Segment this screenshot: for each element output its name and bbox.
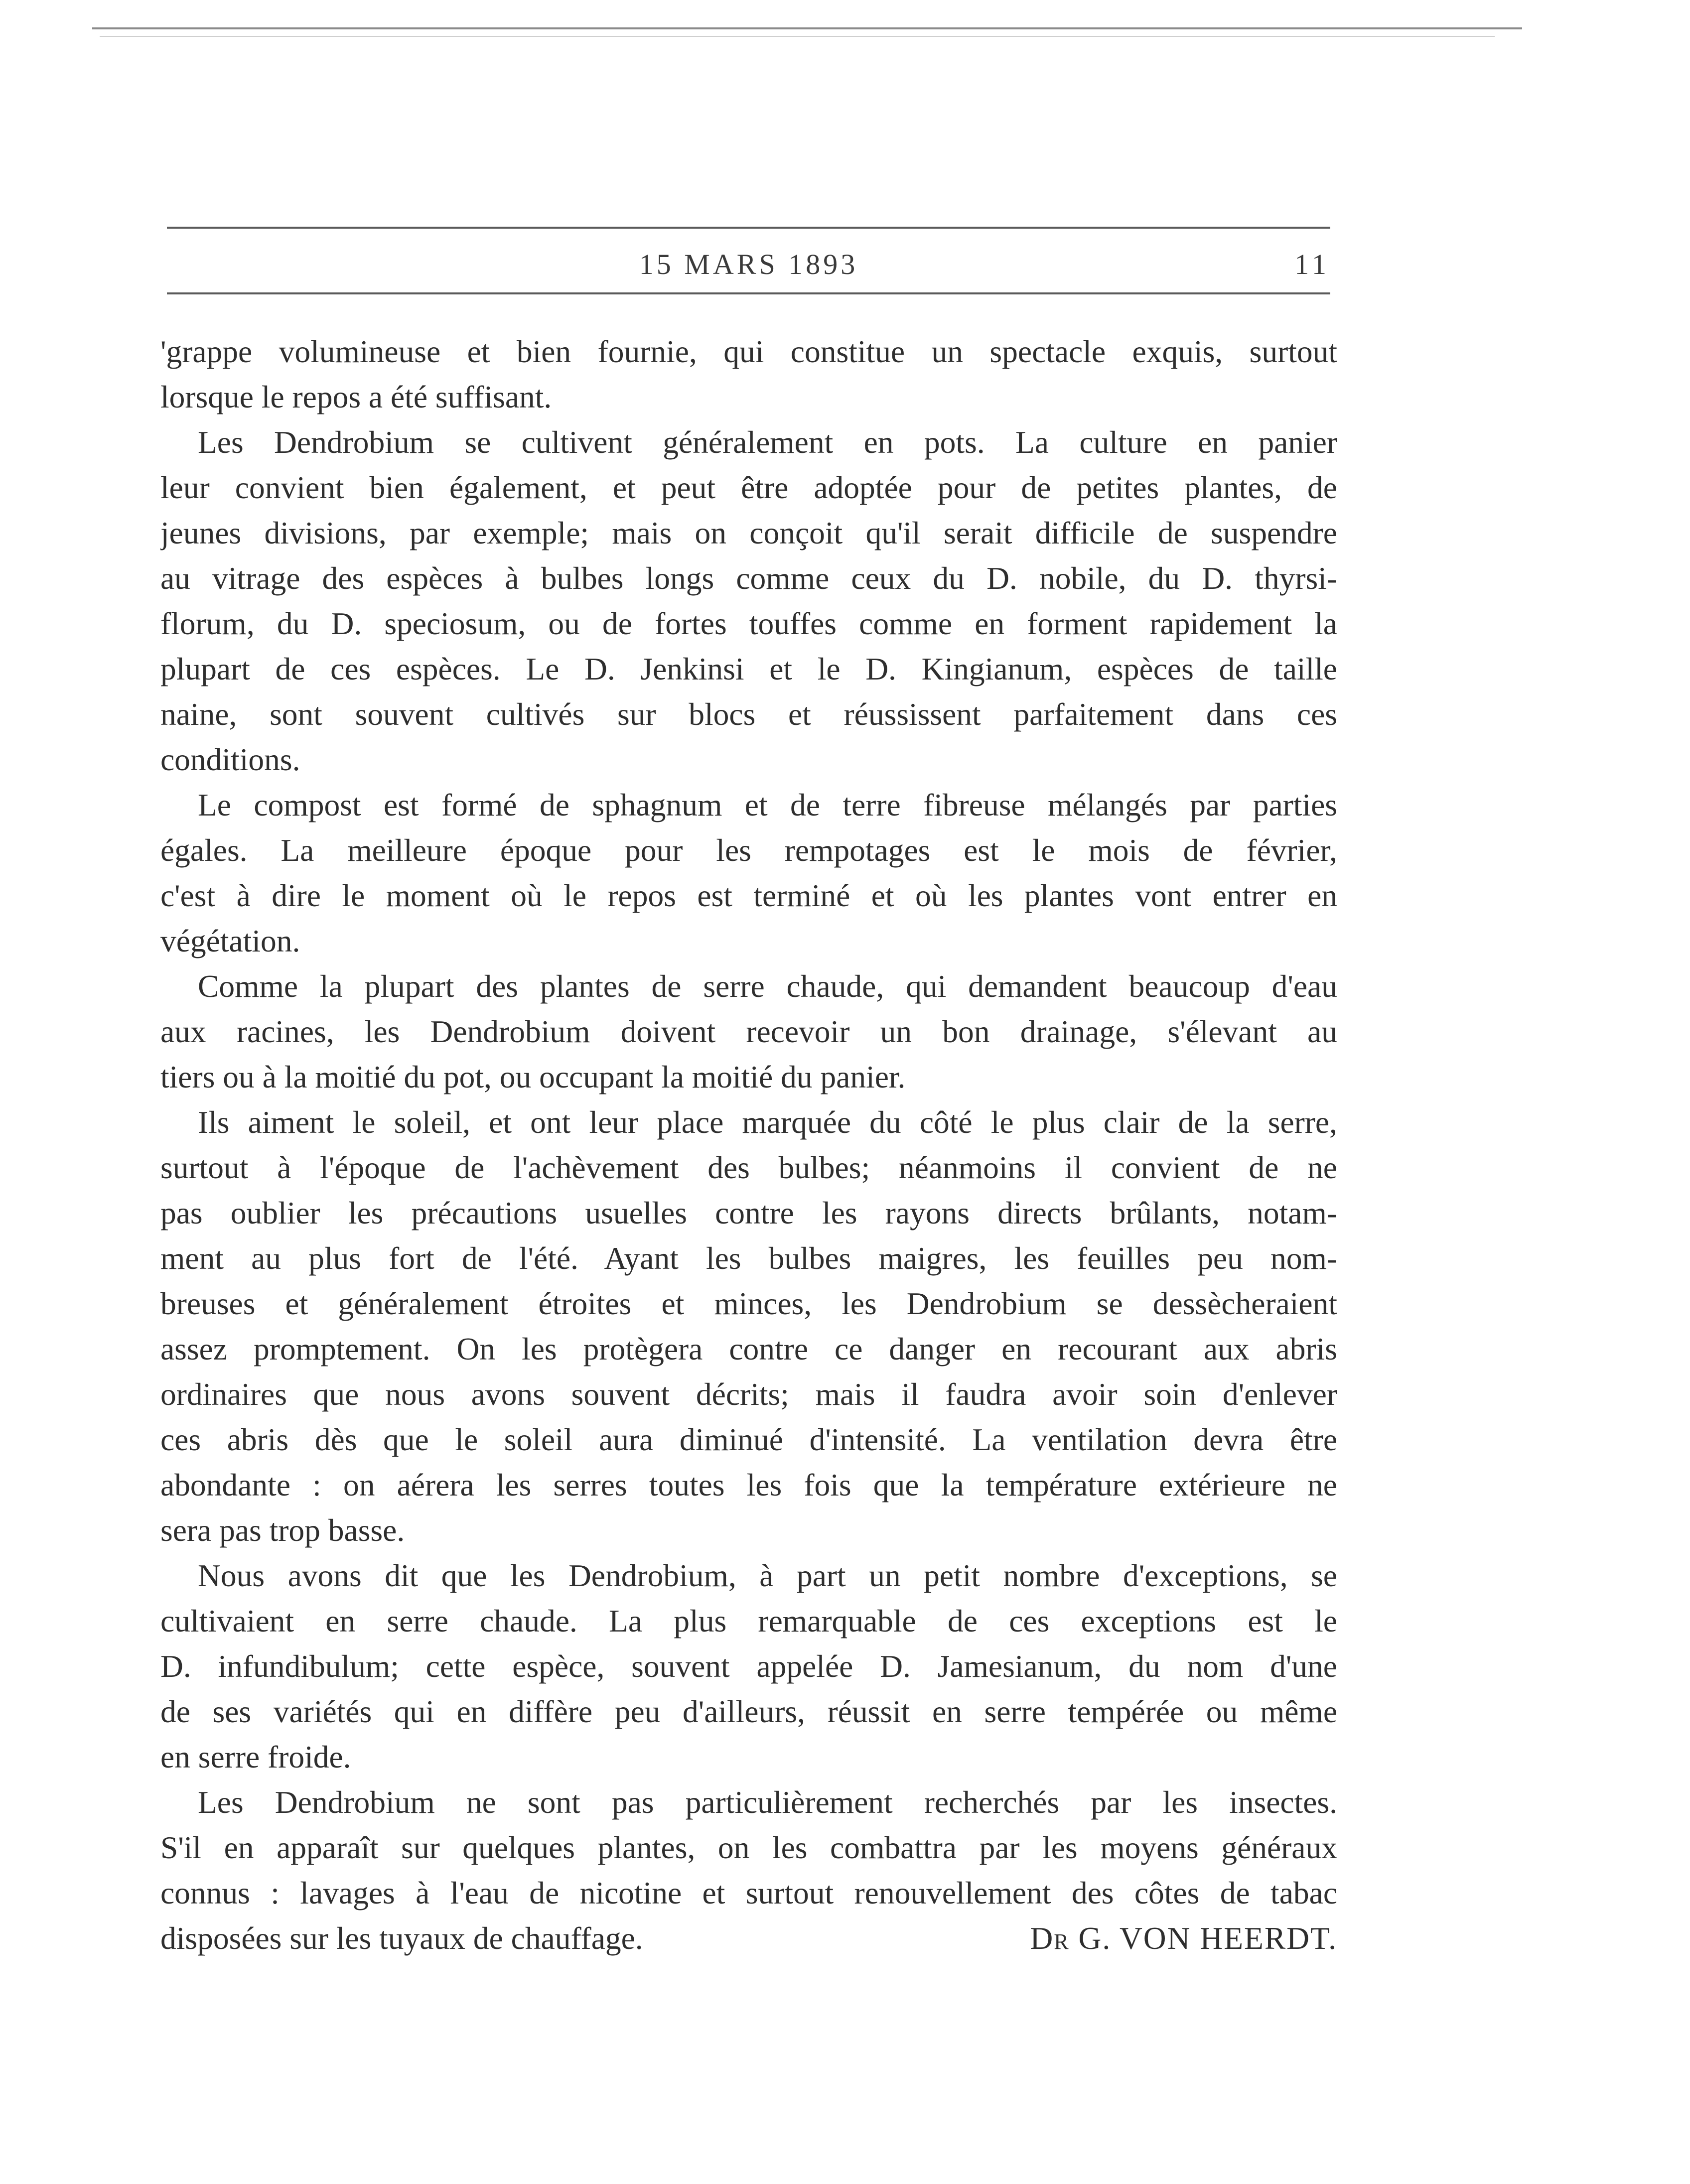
text-line: ces abris dès que le soleil aura diminué d'intensité. La ventilation devra être [160, 1422, 1337, 1457]
text-line: disposées sur les tuyaux de chauffage. [160, 1920, 643, 1956]
text-line: Ils aiment le soleil, et ont leur place marquée du côté le plus clair de la serre, [198, 1104, 1337, 1140]
text-line: Les Dendrobium se cultivent généralement en pots. La culture en panier [198, 424, 1337, 460]
text-line: égales. La meilleure époque pour les rempotages est le mois de février, [160, 832, 1337, 868]
text-line: sera pas trop basse. [160, 1512, 405, 1548]
text-line: tiers ou à la moitié du pot, ou occupant la moitié du panier. [160, 1059, 906, 1094]
text-line: ordinaires que nous avons souvent décrits; mais il faudra avoir soin d'enlever [160, 1376, 1337, 1412]
article-body [160, 329, 1337, 1961]
text-line: c'est à dire le moment où le repos est terminé et où les plantes vont entrer en [160, 878, 1337, 913]
text-line: surtout à l'époque de l'achèvement des bulbes; néanmoins il convient de ne [160, 1150, 1337, 1185]
text-line: S'il en apparaît sur quelques plantes, on les combattra par les moyens généraux [160, 1830, 1337, 1865]
text-line: 'grappe volumineuse et bien fournie, qui constitue un spectacle exquis, surtout [160, 334, 1337, 369]
page-header [167, 227, 1330, 296]
scan-edge-rule-faint [100, 36, 1495, 37]
text-line: ment au plus fort de l'été. Ayant les bulbes maigres, les feuilles peu nom- [160, 1240, 1337, 1276]
header-rule-bottom [167, 292, 1330, 294]
text-line: naine, sont souvent cultivés sur blocs et réussissent parfaitement dans ces [160, 696, 1337, 732]
text-line: leur convient bien également, et peut être adoptée pour de petites plantes, de [160, 470, 1337, 505]
text-line: pas oublier les précautions usuelles contre les rayons directs brûlants, notam- [160, 1195, 1337, 1230]
text-line: breuses et généralement étroites et minces, les Dendrobium se dessècheraient [160, 1286, 1337, 1321]
text-line: Nous avons dit que les Dendrobium, à part un petit nombre d'exceptions, se [198, 1558, 1337, 1593]
text-line: aux racines, les Dendrobium doivent recevoir un bon drainage, s'élevant au [160, 1014, 1337, 1049]
text-line: plupart de ces espèces. Le D. Jenkinsi et le D. Kingianum, espèces de taille [160, 651, 1337, 686]
running-head-date: 15 MARS 1893 [639, 248, 858, 280]
text-line: en serre froide. [160, 1739, 351, 1774]
text-line: connus : lavages à l'eau de nicotine et surtout renouvellement des côtes de tabac [160, 1875, 1337, 1911]
author-signature: Dr G. VON HEERDT. [1030, 1920, 1337, 1956]
text-line: au vitrage des espèces à bulbes longs comme ceux du D. nobile, du D. thyrsi- [160, 560, 1337, 596]
text-line: végétation. [160, 923, 300, 958]
header-rule-top [167, 227, 1330, 229]
text-line: florum, du D. speciosum, ou de fortes touffes comme en forment rapidement la [160, 606, 1337, 641]
text-line: Le compost est formé de sphagnum et de terre fibreuse mélangés par parties [198, 787, 1337, 822]
text-line: jeunes divisions, par exemple; mais on conçoit qu'il serait difficile de suspendre [160, 515, 1337, 550]
text-line: Les Dendrobium ne sont pas particulièrement recherchés par les insectes. [198, 1784, 1337, 1820]
text-line: Comme la plupart des plantes de serre chaude, qui demandent beaucoup d'eau [198, 968, 1337, 1004]
text-line: assez promptement. On les protègera contre ce danger en recourant aux abris [160, 1331, 1337, 1366]
text-line: lorsque le repos a été suffisant. [160, 379, 552, 414]
scan-edge-rule [92, 27, 1522, 29]
text-line: abondante : on aérera les serres toutes les fois que la température extérieure ne [160, 1467, 1337, 1502]
text-line: cultivaient en serre chaude. La plus remarquable de ces exceptions est le [160, 1603, 1337, 1638]
text-line: D. infundibulum; cette espèce, souvent appelée D. Jamesianum, du nom d'une [160, 1648, 1337, 1684]
text-line-with-signature [160, 1915, 1337, 1961]
text-line: de ses variétés qui en diffère peu d'ailleurs, réussit en serre tempérée ou même [160, 1694, 1337, 1729]
text-line: conditions. [160, 742, 300, 777]
page-number: 11 [1294, 248, 1330, 280]
